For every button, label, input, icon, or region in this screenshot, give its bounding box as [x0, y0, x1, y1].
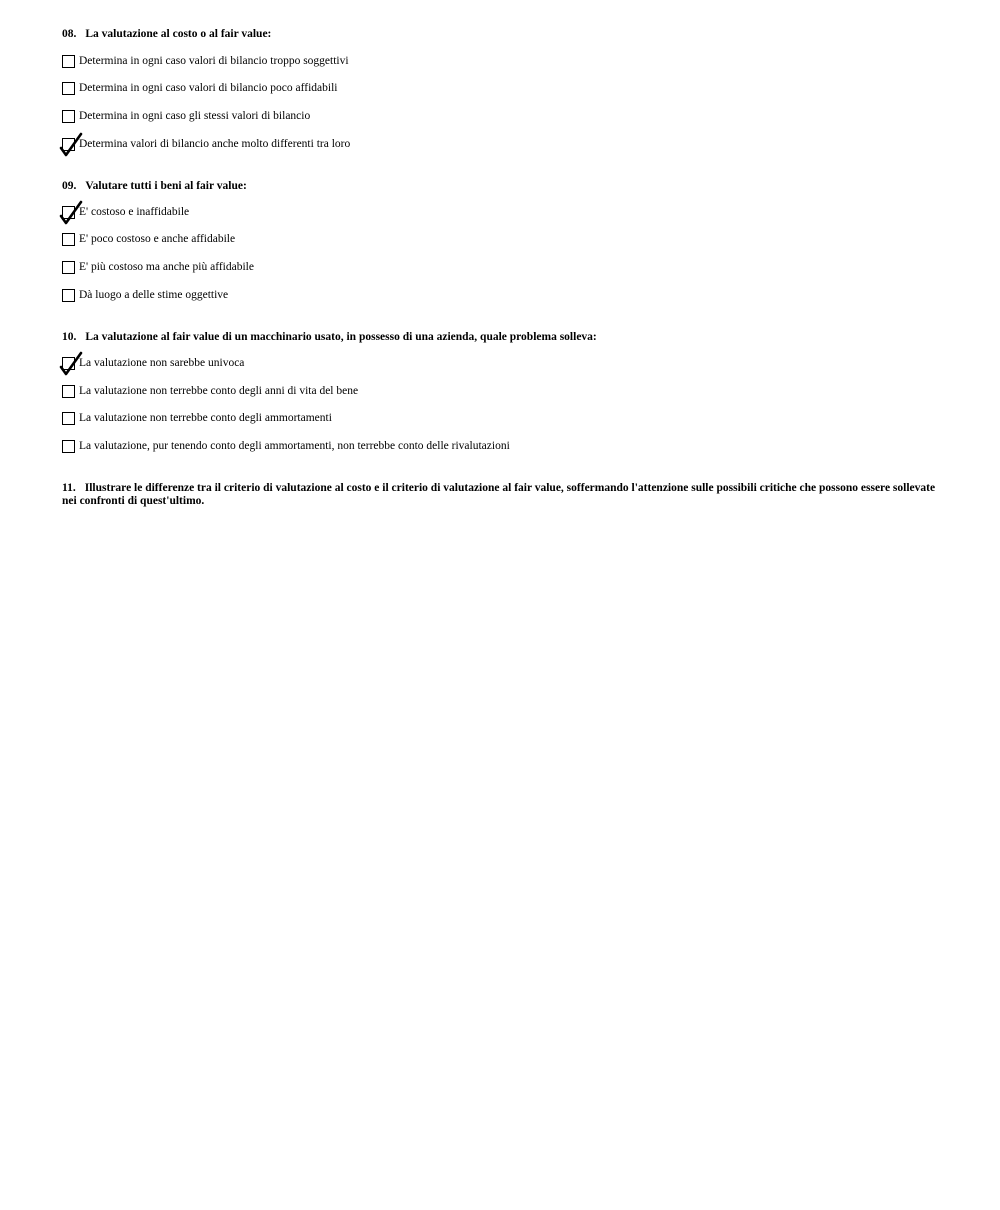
checkbox[interactable]: [62, 206, 75, 219]
question-08-option-4[interactable]: [62, 136, 350, 152]
checkbox[interactable]: [62, 233, 75, 246]
checkbox[interactable]: [62, 138, 75, 151]
checkbox[interactable]: [62, 82, 75, 95]
question-09-option-4[interactable]: [62, 287, 228, 303]
option-label: Determina valori di bilancio anche molto differenti tra loro: [79, 137, 351, 150]
question-10-title: [62, 331, 597, 344]
question-number: 11.: [62, 482, 76, 494]
option-label: E' costoso e inaffidabile: [79, 205, 190, 218]
question-08-option-1[interactable]: [62, 53, 349, 69]
question-10-option-3[interactable]: [62, 410, 332, 426]
option-label: Determina in ogni caso valori di bilancio poco affidabili: [79, 81, 338, 94]
question-09-option-1[interactable]: [62, 204, 189, 220]
question-08-option-3[interactable]: [62, 108, 310, 124]
question-number: 09.: [62, 180, 77, 192]
option-label: E' più costoso ma anche più affidabile: [79, 260, 254, 273]
question-10-option-2[interactable]: [62, 383, 358, 399]
question-10-option-4[interactable]: [62, 438, 510, 454]
question-text: Illustrare le differenze tra il criterio di valutazione al costo e il criterio di valutazione al fair value, soffermando l'attenzione sulle possibili critiche che possono essere sollevate nei confronti di quest'ultimo.: [62, 482, 936, 507]
checkbox[interactable]: [62, 110, 75, 123]
option-label: La valutazione non terrebbe conto degli ammortamenti: [79, 411, 332, 424]
checkbox[interactable]: [62, 55, 75, 68]
option-label: La valutazione non terrebbe conto degli anni di vita del bene: [79, 384, 359, 397]
question-10-option-1[interactable]: [62, 355, 244, 371]
question-text: La valutazione al fair value di un macchinario usato, in possesso di una azienda, quale problema solleva:: [85, 331, 597, 343]
option-label: Determina in ogni caso valori di bilancio troppo soggettivi: [79, 54, 349, 67]
question-09-option-3[interactable]: [62, 259, 254, 275]
option-label: Determina in ogni caso gli stessi valori di bilancio: [79, 109, 311, 122]
question-number: 08.: [62, 28, 77, 40]
question-text: La valutazione al costo o al fair value:: [85, 28, 272, 40]
checkbox[interactable]: [62, 412, 75, 425]
question-08-option-2[interactable]: [62, 80, 337, 96]
question-09-title: [62, 180, 247, 193]
question-09-option-2[interactable]: [62, 231, 235, 247]
option-label: La valutazione, pur tenendo conto degli ammortamenti, non terrebbe conto delle rivalutazioni: [79, 439, 510, 452]
checkbox[interactable]: [62, 357, 75, 370]
checkbox[interactable]: [62, 289, 75, 302]
option-label: La valutazione non sarebbe univoca: [79, 356, 245, 369]
option-label: E' poco costoso e anche affidabile: [79, 232, 236, 245]
checkbox[interactable]: [62, 385, 75, 398]
question-08-title: [62, 28, 271, 41]
question-number: 10.: [62, 331, 77, 343]
checkbox[interactable]: [62, 440, 75, 453]
option-label: Dà luogo a delle stime oggettive: [79, 288, 229, 301]
question-11-title: [62, 482, 942, 508]
checkbox[interactable]: [62, 261, 75, 274]
question-text: Valutare tutti i beni al fair value:: [85, 180, 247, 192]
